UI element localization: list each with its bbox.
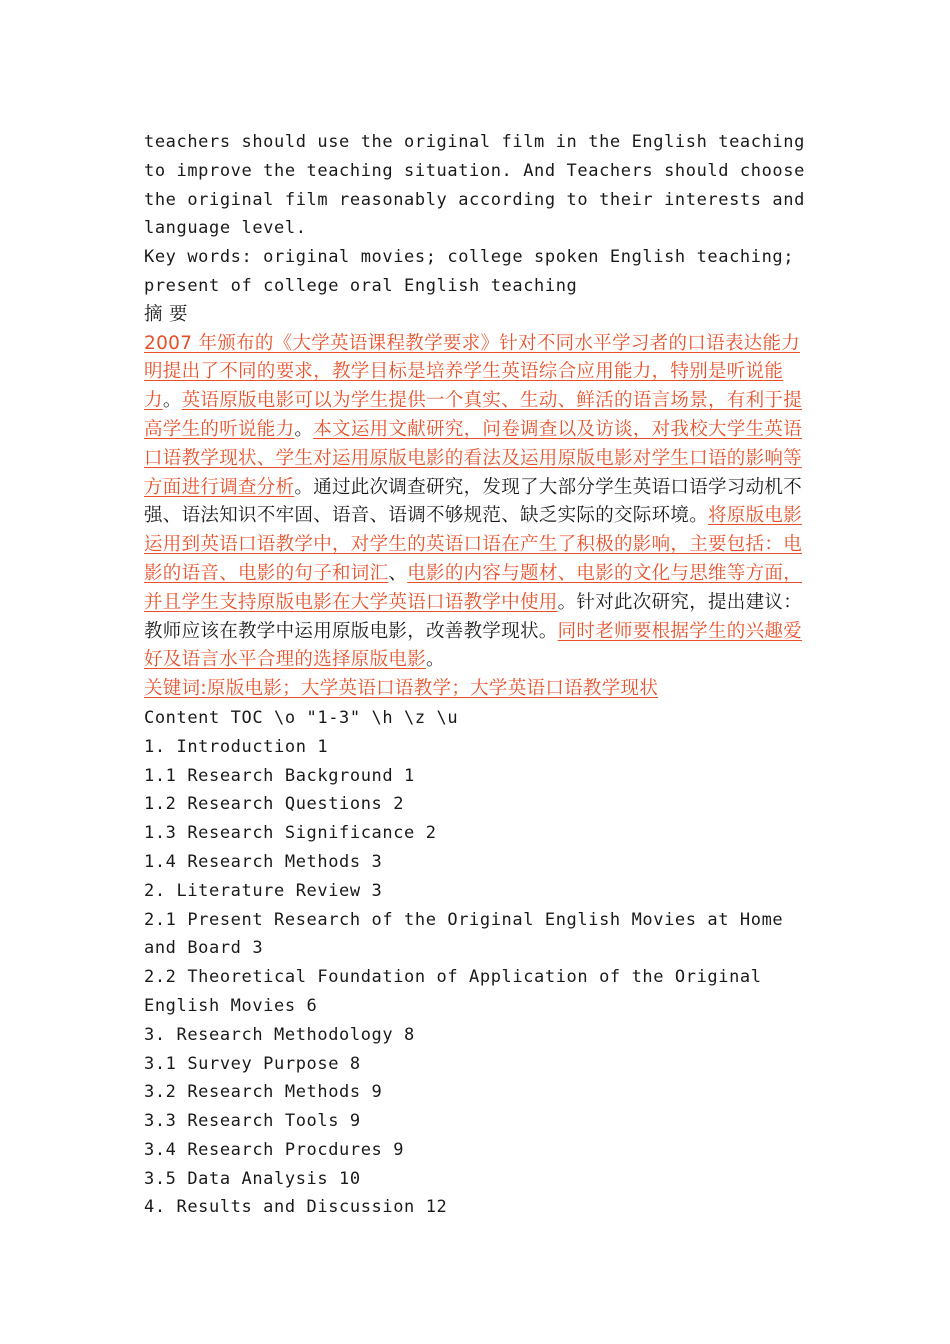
toc-entry: 3.4 Research Procdures 9 (144, 1139, 405, 1160)
toc-entry: 3.2 Research Methods 9 (144, 1082, 383, 1103)
table-of-contents (144, 733, 814, 1223)
toc-entry: 3.5 Data Analysis 10 (144, 1168, 361, 1189)
toc-entry: 4. Results and Discussion 12 (144, 1197, 448, 1218)
document-page (144, 128, 814, 1222)
toc-entry: 1.3 Research Significance 2 (144, 823, 437, 844)
toc-entry: 1. Introduction 1 (144, 736, 329, 757)
highlighted-text-segment: 电影的内容与题材、电影的文化与思维等方面，并且学生支持原版电影在大学英语口语教学中使用 (144, 562, 803, 613)
toc-field-code: Content TOC \o "1-3" \h \z \u (144, 707, 459, 728)
abstract-cn-paragraph (144, 330, 814, 676)
keywords-en: Key words: original movies; college spoken English teaching; present of college oral English teaching (144, 247, 805, 296)
keywords-cn: 关键词:原版电影；大学英语口语教学；大学英语口语教学现状 (144, 678, 659, 700)
toc-entry: 2.2 Theoretical Foundation of Application of the Original English Movies 6 (144, 967, 773, 1016)
highlighted-text-segment: 同时老师要根据学生的兴趣爱好及语言水平合理的选择原版电影 (144, 620, 803, 671)
abstract-cn-heading: 摘 要 (144, 303, 188, 325)
toc-entry: 1.1 Research Background 1 (144, 765, 415, 786)
toc-entry: 3.3 Research Tools 9 (144, 1111, 361, 1132)
highlighted-text-segment: 2007 年颁布的《大学英语课程教学要求》针对不同水平学习者的口语表达能力明提出了不同的要求，教学目标是培养学生英语综合应用能力，特别是听说能力 (144, 332, 801, 412)
highlighted-text-segment: 将原版电影运用到英语口语教学中，对学生的英语口语在产生了积极的影响，主要包括：电影的语音、电影的句子和词汇 (144, 505, 803, 584)
text-segment: 。 (294, 418, 314, 440)
text-segment: 。 (426, 649, 445, 671)
toc-entry: 3. Research Methodology 8 (144, 1024, 415, 1045)
toc-entry: 2. Literature Review 3 (144, 880, 383, 901)
toc-entry: 1.4 Research Methods 3 (144, 851, 383, 872)
toc-entry: 2.1 Present Research of the Original English Movies at Home and Board 3 (144, 909, 795, 959)
toc-entry: 3.1 Survey Purpose 8 (144, 1053, 361, 1074)
abstract-en-tail: teachers should use the original film in the English teaching to improve the teaching situation. And Teachers should choose the original film reasonably according to their interests and language level. (144, 132, 816, 239)
highlighted-text-segment: 英语原版电影可以为学生提供一个真实、生动、鲜活的语言场景，有利于提高学生的听说能力 (144, 390, 803, 440)
text-segment: 、 (388, 562, 408, 584)
text-segment: 。针对此次研究，提出建议：教师应该在教学中运用原版电影，改善教学现状。 (144, 591, 803, 642)
toc-entry: 1.2 Research Questions 2 (144, 794, 405, 815)
text-segment: 。 (162, 390, 182, 412)
highlighted-text-segment: 本文运用文献研究，问卷调查以及访谈，对我校大学生英语口语教学现状、学生对运用原版电影的看法及运用原版电影对学生口语的影响等方面进行调查分析 (144, 418, 803, 498)
text-segment: 。通过此次调查研究，发现了大部分学生英语口语学习动机不强、语法知识不牢固、语音、语调不够规范、缺乏实际的交际环境。 (144, 476, 803, 527)
